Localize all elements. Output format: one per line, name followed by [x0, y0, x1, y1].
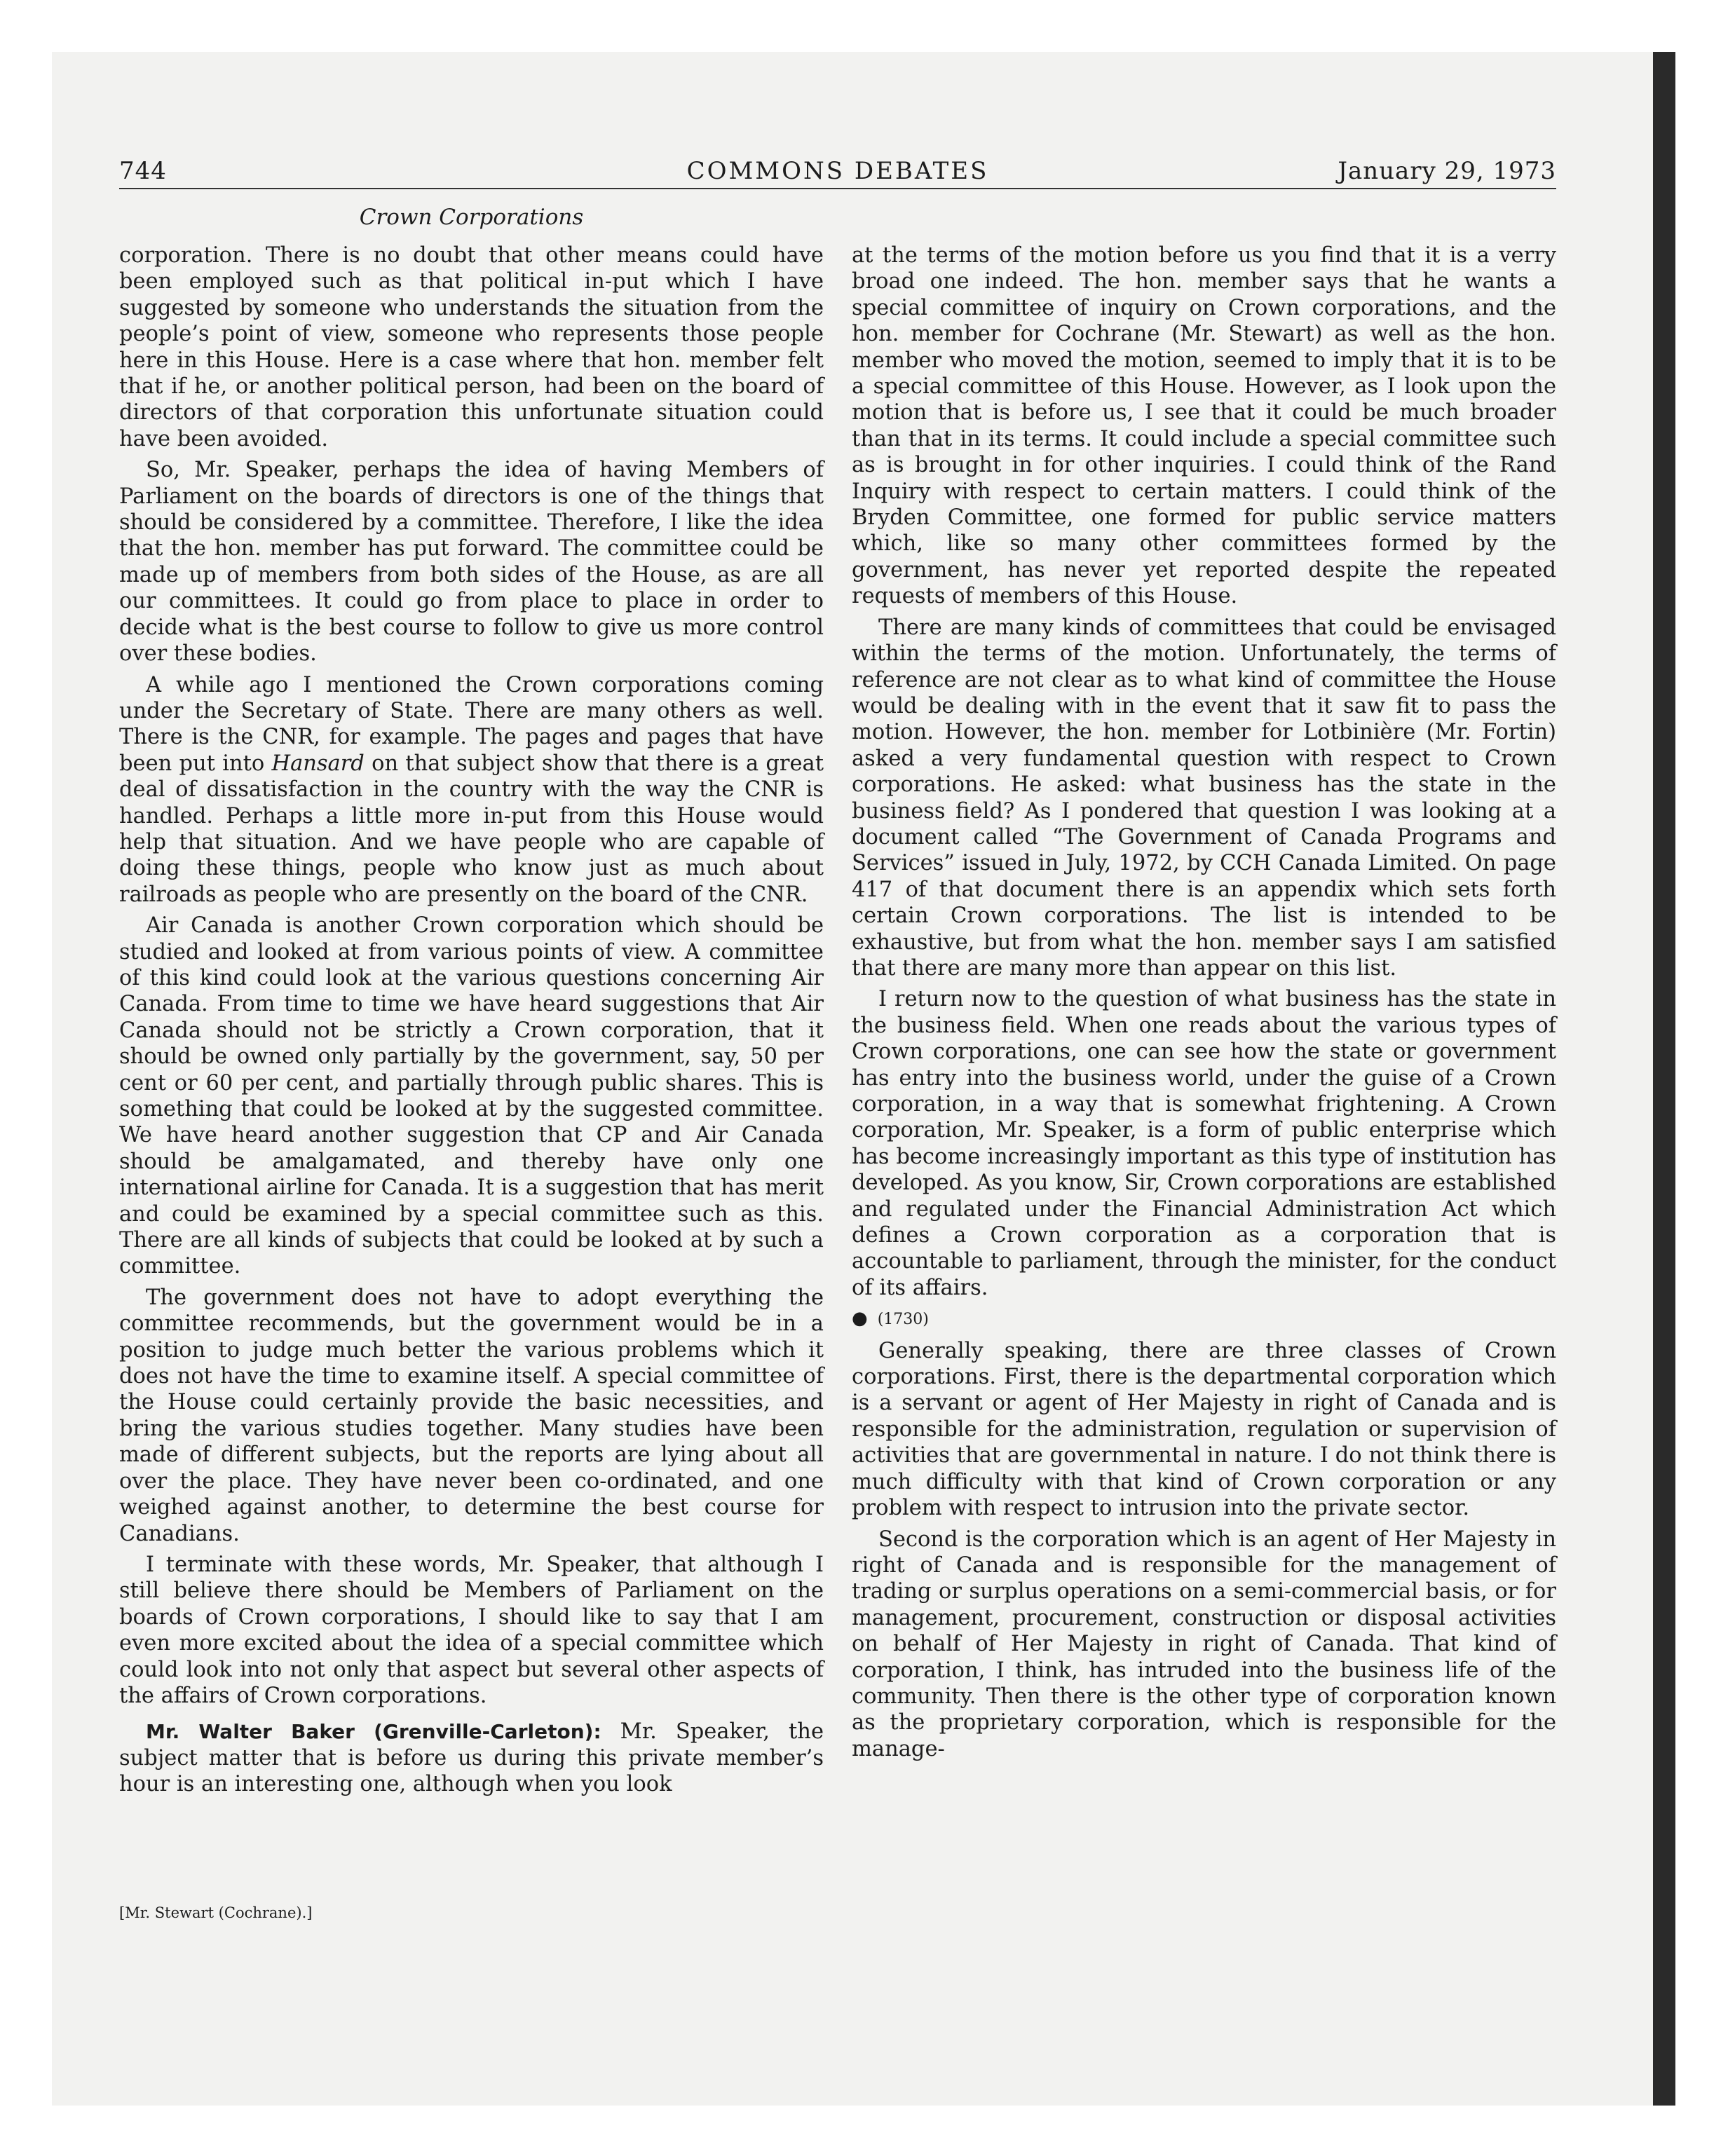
section-title: Crown Corporations	[359, 205, 584, 230]
time-stamp	[852, 1306, 1556, 1332]
right-column	[852, 243, 1556, 1767]
page-header	[119, 154, 1556, 189]
bullet-icon: ●	[852, 1308, 868, 1330]
speaker-attribution-note: [Mr. Stewart (Cochrane).]	[119, 1904, 313, 1921]
paragraph: Second is the corporation which is an agent of Her Majesty in right of Canada and is responsible for the management of trading or surplus operations on a semi-commercial basis, or for management, procurement, construction or disposal activities on behalf of Her Majesty in right of Canada. That kind of corporation, I think, has intruded into the business life of the community. Then there is the other type of corporation known as the proprietary corporation, which is responsible for the manage-	[852, 1527, 1556, 1761]
publication-title: COMMONS DEBATES	[686, 157, 989, 185]
left-column	[119, 243, 824, 1803]
paragraph: I return now to the question of what business has the state in the business field. When one reads about the various types of Crown corporations, one can see how the state or government has entry into the business world, under the guise of a Crown corporation, in a way that is somewhat frightening. A Crown corporation, Mr. Speaker, is a form of public enterprise which has become increasingly important as this type of institution has developed. As you know, Sir, Crown corporations are established and regulated under the Financial Administration Act which defines a Crown corporation as a corporation that is accountable to parliament, through the minister, for the conduct of its affairs.	[852, 987, 1556, 1300]
paragraph	[119, 672, 824, 908]
publication-date: January 29, 1973	[1338, 157, 1556, 185]
paragraph: Air Canada is another Crown corporation which should be studied and looked at from various points of view. A committee of this kind could look at the various questions concerning Air Canada. From time to time we have heard suggestions that Air Canada should not be strictly a Crown corporation, that it should be owned only partially by the government, say, 50 per cent or 60 per cent, and partially through public shares. This is something that could be looked at by the suggested committee. We have heard another suggestion that CP and Air Canada should be amalgamated, and thereby have only one international airline for Canada. It is a suggestion that has merit and could be examined by a special committee such as this. There are all kinds of subjects that could be looked at by such a committee.	[119, 913, 824, 1279]
time-stamp-text: (1730)	[877, 1311, 929, 1329]
paragraph: Generally speaking, there are three classes of Crown corporations. First, there is the departmental corporation which is a servant or agent of Her Majesty in right of Canada and is responsible for the administration, regulation or supervision of activities that are governmental in nature. I do not think there is much difficulty with that kind of Crown corporation or any problem with respect to intrusion into the private sector.	[852, 1338, 1556, 1521]
page-number: 744	[119, 157, 167, 185]
paragraph: corporation. There is no doubt that other means could have been employed such as that political in-put which I have suggested by someone who understands the situation from the people’s point of view, someone who represents those people here in this House. Here is a case where that hon. member felt that if he, or another political person, had been on the board of directors of that corporation this unfortunate situation could have been avoided.	[119, 243, 824, 451]
paragraph-text: A while ago I mentioned the Crown corporations coming under the Secretary of State. There are many others as well. There is the CNR, for example. The pages and pages that have been put into	[119, 672, 824, 776]
paragraph	[119, 1719, 824, 1797]
paragraph: So, Mr. Speaker, perhaps the idea of having Members of Parliament on the boards of directors is one of the things that should be considered by a committee. Therefore, I like the idea that the hon. member has put forward. The committee could be made up of members from both sides of the House, as are all our committees. It could go from place to place in order to decide what is the best course to follow to give us more control over these bodies.	[119, 458, 824, 667]
paragraph-text: Mr. Speaker, the subject matter that is before us during this private member’s hour is an interesting one, although when you look	[119, 1719, 824, 1797]
paragraph: I terminate with these words, Mr. Speaker, that although I still believe there should be Members of Parliament on the boards of Crown corporations, I should like to say that I am even more excited about the idea of a special committee which could look into not only that aspect but several other aspects of the affairs of Crown corporations.	[119, 1552, 824, 1708]
italic-term: Hansard	[271, 751, 365, 776]
paragraph: The government does not have to adopt everything the committee recommends, but the government would be in a position to judge much better the various problems which it does not have the time to examine itself. A special committee of the House could certainly provide the basic necessities, and bring the various studies together. Many studies have been made of different subjects, but the reports are lying about all over the place. They have never been co-ordinated, and one weighed against another, to determine the best course for Canadians.	[119, 1285, 824, 1546]
speaker-name: Mr. Walter Baker (Grenville-Carleton):	[146, 1720, 601, 1744]
scan-edge-shadow	[1653, 52, 1675, 2106]
paragraph: There are many kinds of committees that could be envisaged within the terms of the motion. Unfortunately, the terms of reference are not clear as to what kind of committee the House would be dealing with in the event that it saw fit to pass the motion. However, the hon. member for Lotbinière (Mr. Fortin) asked a very fundamental question with respect to Crown corporations. He asked: what business has the state in the business field? As I pondered that question I was looking at a document called “The Government of Canada Programs and Services” issued in July, 1972, by CCH Canada Limited. On page 417 of that document there is an appendix which sets forth certain Crown corporations. The list is intended to be exhaustive, but from what the hon. member says I am satisfied that there are many more than appear on this list.	[852, 615, 1556, 981]
paragraph-text: on that subject show that there is a great deal of dissatisfaction in the country with the way the CNR is handled. Perhaps a little more in-put from this House would help that situation. And we have people who are capable of doing these things, people who know just as much about railroads as people who are presently on the board of the CNR.	[119, 751, 824, 907]
paragraph: at the terms of the motion before us you find that it is a verry broad one indeed. The hon. member says that he wants a special committee of inquiry on Crown corporations, and the hon. member for Cochrane (Mr. Stewart) as well as the hon. member who moved the motion, seemed to imply that it is to be a special committee of this House. However, as I look upon the motion that is before us, I see that it could be much broader than that in its terms. It could include a special committee such as is brought in for other inquiries. I could think of the Rand Inquiry with respect to certain matters. I could think of the Bryden Committee, one formed for public service matters which, like so many other committees formed by the government, has never yet reported despite the repeated requests of members of this House.	[852, 243, 1556, 609]
